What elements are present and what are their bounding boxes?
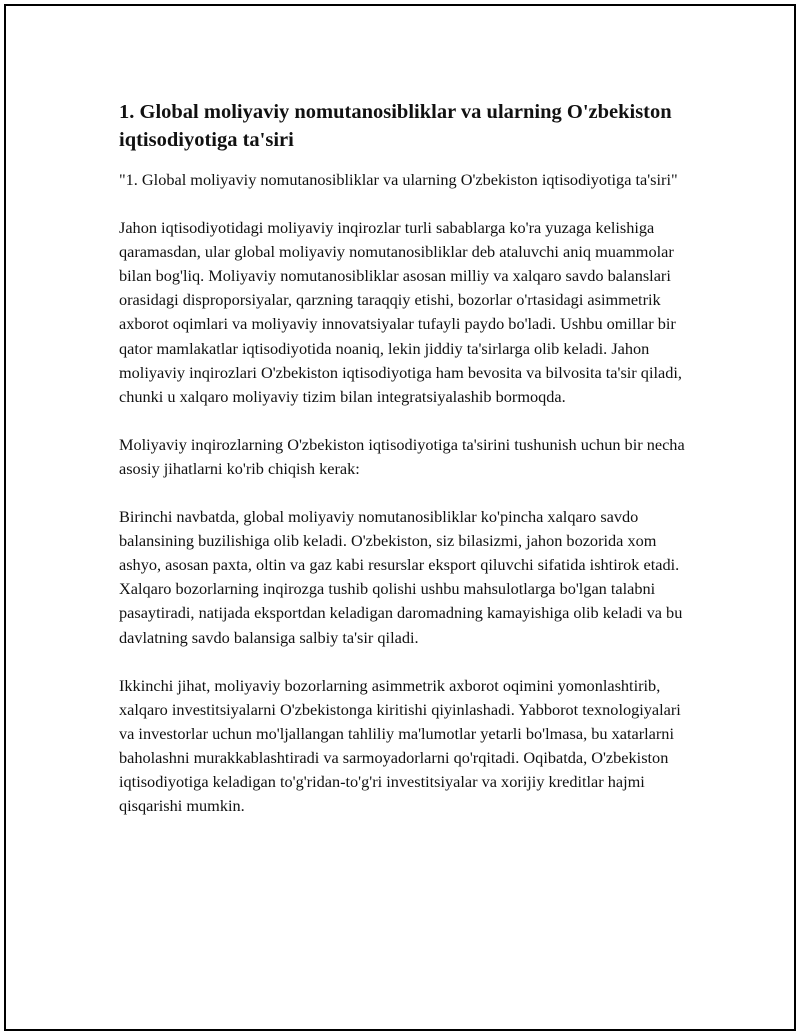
aspects-lead-paragraph: Moliyaviy inqirozlarning O'zbekiston iqtisodiyotiga ta'sirini tushunish uchun bir necha asosiy jihatlarni ko'rib chiqish kerak: (119, 434, 685, 478)
document-body (119, 98, 694, 842)
quoted-title-paragraph: "1. Global moliyaviy nomutanosibliklar va ularning O'zbekiston iqtisodiyotiga ta'siri" (119, 170, 678, 189)
second-aspect-paragraph: Ikkinchi jihat, moliyaviy bozorlarning asimmetrik axborot oqimini yomonlashtirib, xalqaro investitsiyalarni O'zbekistonga kiritishi qiyinlashadi. Yabborot texnologiyalari va investorlar uchun mo'ljallangan tahliliy ma'lumotlar yetarli bo'lmasa, bu xatarlarni baholashni murakkablashtiradi va sarmoyadorlarni qo'rqitadi. Oqibatda, O'zbekiston iqtisodiyotiga keladigan to'g'ridan-to'g'ri investitsiyalar va xorijiy kreditlar hajmi qisqarishi mumkin. (119, 675, 681, 816)
document-title: 1. Global moliyaviy nomutanosibliklar va ularning O'zbekiston iqtisodiyotiga ta'siri (119, 101, 672, 151)
page-frame (4, 4, 796, 1031)
intro-paragraph: Jahon iqtisodiyotidagi moliyaviy inqirozlar turli sabablarga ko'ra yuzaga kelishiga qaramasdan, ular global moliyaviy nomutanosibliklar deb ataluvchi aniq muammolar bilan bog'liq. Moliyaviy nomutanosibliklar asosan milliy va xalqaro savdo balanslari orasidagi disproporsiyalar, qarzning taraqqiy etishi, bozorlar o'rtasidagi asimmetrik axborot oqimlari va moliyaviy innovatsiyalar tufayli paydo bo'ladi. Ushbu omillar bir qator mamlakatlar iqtisodiyotida noaniq, lekin jiddiy ta'sirlarga olib keladi. Jahon moliyaviy inqirozlari O'zbekiston iqtisodiyotiga ham bevosita va bilvosita ta'sir qiladi, chunki u xalqaro moliyaviy tizim bilan integratsiyalashib bormoqda. (119, 218, 682, 406)
first-aspect-paragraph: Birinchi navbatda, global moliyaviy nomutanosibliklar ko'pincha xalqaro savdo balansining buzilishiga olib keladi. O'zbekiston, siz bilasizmi, jahon bozorida xom ashyo, asosan paxta, oltin va gaz kabi resurslar eksport qiluvchi sifatida ishtirok etadi. Xalqaro bozorlarning inqirozga tushib qolishi ushbu mahsulotlarga bo'lgan talabni pasaytiradi, natijada eksportdan keladigan daromadning kamayishiga olib keladi va bu davlatning savdo balansiga salbiy ta'sir qiladi. (119, 507, 683, 647)
